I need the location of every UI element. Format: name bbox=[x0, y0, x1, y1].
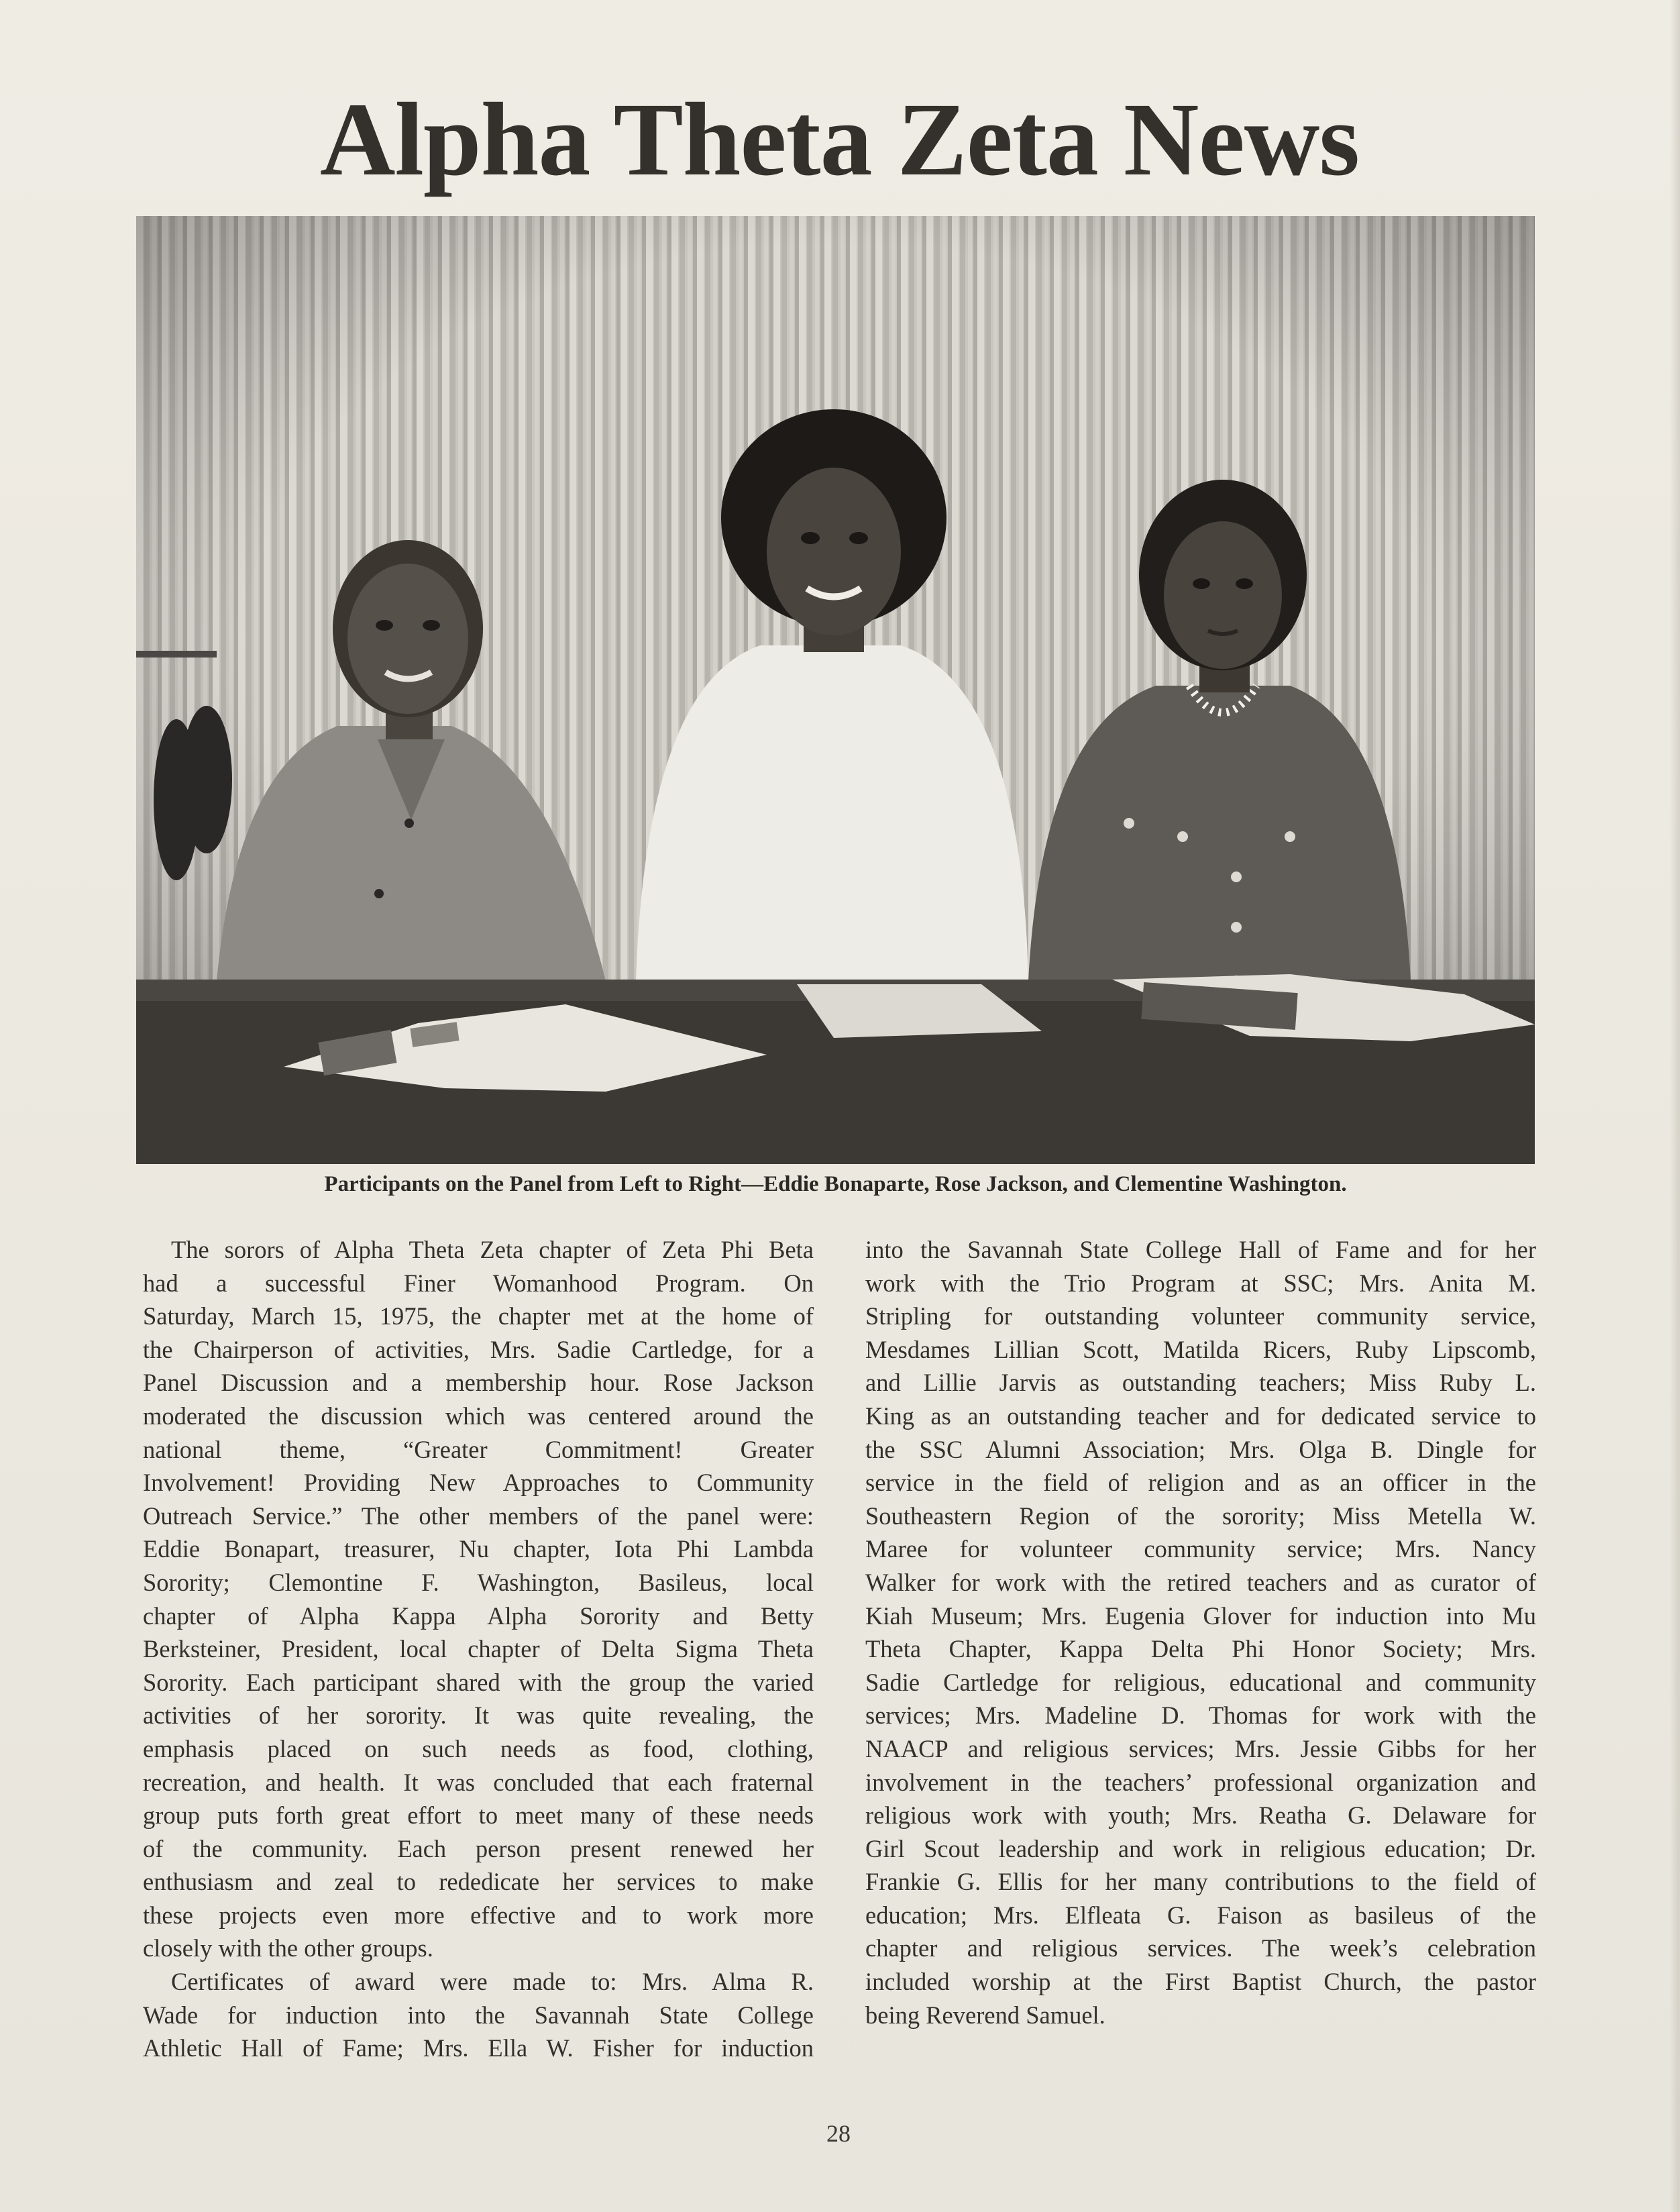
text-line: these projects even more effective and to work more bbox=[143, 1901, 814, 1929]
text-line: service in the field of religion and as an officer in the bbox=[865, 1469, 1536, 1497]
text-line: the SSC Alumni Association; Mrs. Olga B. Dingle for bbox=[865, 1435, 1536, 1463]
text-line: recreation, and health. It was concluded that each fraternal bbox=[143, 1768, 814, 1796]
text-line: chapter of Alpha Kappa Alpha Sorority and Betty bbox=[143, 1601, 814, 1630]
text-line: closely with the other groups. bbox=[143, 1934, 433, 1962]
text-line: and Lillie Jarvis as outstanding teachers; Miss Ruby L. bbox=[865, 1369, 1536, 1397]
text-line: Mesdames Lillian Scott, Matilda Ricers, Ruby Lipscomb, bbox=[865, 1335, 1536, 1363]
text-line: group puts forth great effort to meet many of these needs bbox=[143, 1801, 814, 1830]
text-line: Stripling for outstanding volunteer community service, bbox=[865, 1302, 1536, 1330]
page-edge-shadow bbox=[1670, 0, 1679, 2212]
text-line: The sorors of Alpha Theta Zeta chapter of Zeta Phi Beta bbox=[171, 1236, 814, 1263]
text-line: activities of her sorority. It was quite revealing, the bbox=[143, 1701, 814, 1730]
article-column-left bbox=[143, 1233, 814, 2065]
text-line: religious work with youth; Mrs. Reatha G. Delaware for bbox=[865, 1801, 1536, 1830]
text-line: of the community. Each person present renewed her bbox=[143, 1834, 814, 1862]
text-line: Southeastern Region of the sorority; Miss Metella W. bbox=[865, 1502, 1536, 1530]
text-line: Eddie Bonapart, treasurer, Nu chapter, Iota Phi Lambda bbox=[143, 1535, 814, 1563]
text-line: Saturday, March 15, 1975, the chapter met at the home of bbox=[143, 1302, 814, 1330]
text-line: the Chairperson of activities, Mrs. Sadie Cartledge, for a bbox=[143, 1335, 814, 1363]
text-line: services; Mrs. Madeline D. Thomas for work with the bbox=[865, 1701, 1536, 1730]
text-line: into the Savannah State College Hall of Fame and for her bbox=[865, 1236, 1536, 1263]
text-line: Involvement! Providing New Approaches to Community bbox=[143, 1469, 814, 1497]
page-title: Alpha Theta Zeta News bbox=[319, 81, 1360, 197]
text-line: Girl Scout leadership and work in religious education; Dr. bbox=[865, 1834, 1536, 1862]
text-line: NAACP and religious services; Mrs. Jessie Gibbs for her bbox=[865, 1734, 1536, 1762]
text-line: Panel Discussion and a membership hour. Rose Jackson bbox=[143, 1369, 814, 1397]
page-number: 28 bbox=[826, 2120, 851, 2147]
text-line: Sadie Cartledge for religious, educational and community bbox=[865, 1668, 1536, 1696]
text-line: Certificates of award were made to: Mrs. Alma R. bbox=[171, 1968, 814, 1996]
text-line: Frankie G. Ellis for her many contributions to the field of bbox=[865, 1868, 1536, 1896]
text-line: Berksteiner, President, local chapter of Delta Sigma Theta bbox=[143, 1635, 814, 1663]
text-line: Wade for induction into the Savannah State College bbox=[143, 2001, 814, 2029]
text-line: chapter and religious services. The week’s celebration bbox=[865, 1934, 1536, 1962]
text-line: Walker for work with the retired teachers and as curator of bbox=[865, 1568, 1536, 1596]
text-line: Kiah Museum; Mrs. Eugenia Glover for induction into Mu bbox=[865, 1601, 1536, 1630]
text-line: Theta Chapter, Kappa Delta Phi Honor Society; Mrs. bbox=[865, 1635, 1536, 1663]
text-line: Sorority. Each participant shared with the group the varied bbox=[143, 1668, 814, 1696]
text-line: education; Mrs. Elfleata G. Faison as basileus of the bbox=[865, 1901, 1536, 1929]
text-line: Athletic Hall of Fame; Mrs. Ella W. Fisher for induction bbox=[143, 2034, 814, 2062]
text-line: involvement in the teachers’ professional organization and bbox=[865, 1768, 1536, 1796]
text-line: enthusiasm and zeal to rededicate her services to make bbox=[143, 1868, 814, 1896]
text-line: King as an outstanding teacher and for dedicated service to bbox=[865, 1402, 1536, 1430]
text-line: included worship at the First Baptist Church, the pastor bbox=[865, 1968, 1536, 1996]
text-line: emphasis placed on such needs as food, clothing, bbox=[143, 1734, 814, 1762]
text-line: moderated the discussion which was centered around the bbox=[143, 1402, 814, 1430]
text-line: being Reverend Samuel. bbox=[865, 2001, 1105, 2029]
panel-photo bbox=[136, 216, 1535, 1164]
text-line: work with the Trio Program at SSC; Mrs. Anita M. bbox=[865, 1269, 1536, 1297]
text-line: Sorority; Clemontine F. Washington, Basileus, local bbox=[143, 1568, 814, 1596]
text-line: national theme, “Greater Commitment! Greater bbox=[143, 1435, 814, 1463]
text-line: had a successful Finer Womanhood Program. On bbox=[143, 1269, 814, 1297]
photo-caption: Participants on the Panel from Left to Right—Eddie Bonaparte, Rose Jackson, and Clementine Washington. bbox=[324, 1172, 1347, 1196]
article-column-right bbox=[865, 1233, 1536, 2032]
text-line: Maree for volunteer community service; Mrs. Nancy bbox=[865, 1535, 1536, 1563]
text-line: Outreach Service.” The other members of the panel were: bbox=[143, 1502, 814, 1530]
